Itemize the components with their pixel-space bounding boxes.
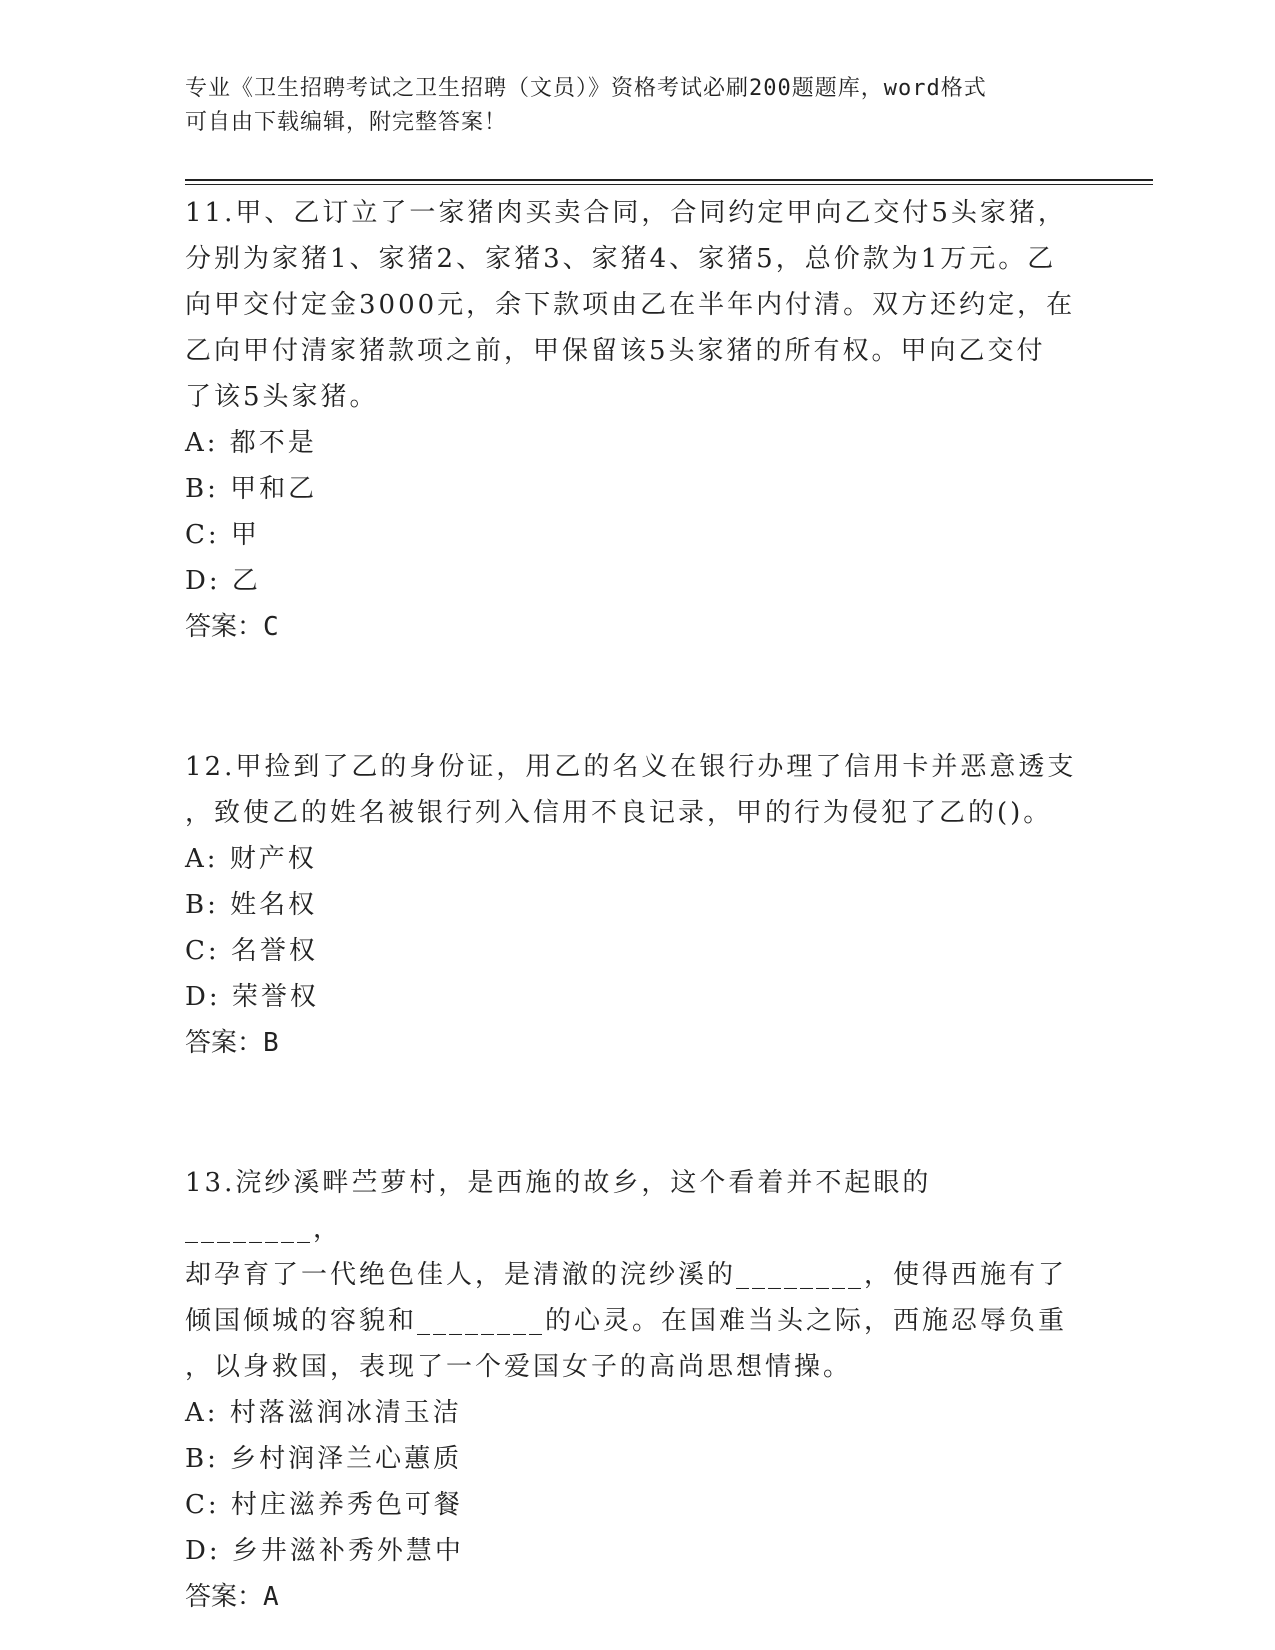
question-stem-line: 11.甲、乙订立了一家猪肉买卖合同，合同约定甲向乙交付5头家猪， (185, 198, 1067, 228)
option-d: D: 荣誉权 (185, 982, 319, 1012)
option-b: B: 姓名权 (185, 890, 318, 920)
option-a: A: 财产权 (185, 844, 317, 874)
question-stem-line: ，致使乙的姓名被银行列入信用不良记录，甲的行为侵犯了乙的()。 (185, 798, 1053, 828)
answer-line: 答案：C (185, 612, 279, 642)
question-stem-line: 了该5头家猪。 (185, 382, 379, 412)
option-b: B: 乡村润泽兰心蕙质 (185, 1444, 463, 1474)
option-a: A: 村落滋润冰清玉洁 (185, 1398, 462, 1428)
option-d: D: 乙 (185, 566, 261, 596)
document-header (185, 72, 1065, 140)
question-spacer (185, 1066, 1085, 1160)
question-spacer (185, 650, 1085, 744)
question-stem-line: ，以身救国，表现了一个爱国女子的高尚思想情操。 (185, 1352, 853, 1382)
option-d: D: 乡井滋补秀外慧中 (185, 1536, 464, 1566)
question-stem-line: 乙向甲付清家猪款项之前，甲保留该5头家猪的所有权。甲向乙交付 (185, 336, 1046, 366)
option-a: A: 都不是 (185, 428, 317, 458)
question-list (185, 190, 1085, 1620)
question-stem-line: 却孕育了一代绝色佳人，是清澈的浣纱溪的________，使得西施有了 (185, 1260, 1068, 1290)
question-stem-line: 向甲交付定金3000元，余下款项由乙在半年内付清。双方还约定，在 (185, 290, 1076, 320)
header-line-1: 专业《卫生招聘考试之卫生招聘（文员）》资格考试必刷200题题库，word格式 (185, 76, 987, 101)
header-line-2: 可自由下载编辑，附完整答案！ (185, 110, 508, 135)
option-c: C: 甲 (185, 520, 260, 550)
question-stem-line: 倾国倾城的容貌和________的心灵。在国难当头之际，西施忍辱负重 (185, 1306, 1068, 1336)
option-b: B: 甲和乙 (185, 474, 318, 504)
header-divider-thick (185, 179, 1153, 181)
question-stem-line: 12.甲捡到了乙的身份证，用乙的名义在银行办理了信用卡并恶意透支 (185, 752, 1077, 782)
question-13 (185, 1160, 1085, 1620)
question-stem-line: 分别为家猪1、家猪2、家猪3、家猪4、家猪5，总价款为1万元。乙 (185, 244, 1057, 274)
option-c: C: 村庄滋养秀色可餐 (185, 1490, 463, 1520)
question-11 (185, 190, 1085, 650)
question-12 (185, 744, 1085, 1066)
option-c: C: 名誉权 (185, 936, 318, 966)
answer-line: 答案：B (185, 1028, 279, 1058)
header-divider-thin (185, 184, 1153, 185)
answer-line: 答案：A (185, 1582, 279, 1612)
question-stem-line: 13.浣纱溪畔苎萝村，是西施的故乡，这个看着并不起眼的________， (185, 1168, 932, 1244)
